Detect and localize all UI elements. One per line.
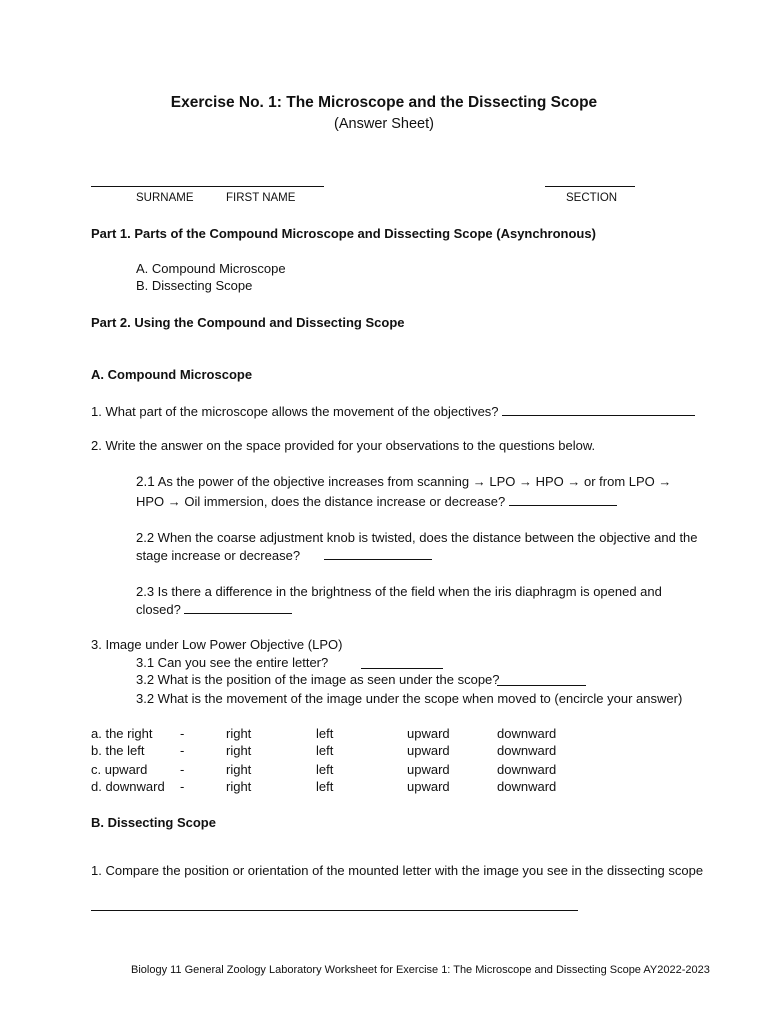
- option-left[interactable]: left: [316, 779, 334, 794]
- question-a1: [91, 403, 695, 419]
- question-a3: 3. Image under Low Power Objective (LPO): [91, 637, 343, 652]
- question-2-3-line1: 2.3 Is there a difference in the brightness of the field when the iris diaphragm is opened and: [136, 584, 662, 599]
- question-3-1-answer-line[interactable]: [361, 656, 443, 669]
- movement-row-label: b. the left: [91, 743, 145, 758]
- section-label: SECTION: [566, 192, 618, 204]
- question-3-1-text: 3.1 Can you see the entire letter?: [136, 655, 329, 670]
- question-2-1-number: 2.1: [136, 474, 155, 489]
- option-upward[interactable]: upward: [407, 726, 450, 741]
- question-2-1-line1: [136, 474, 671, 489]
- question-2-1-text2: HPO → Oil immersion, does the distance increase or decrease?: [136, 494, 506, 509]
- part1-heading: Part 1. Parts of the Compound Microscope and Dissecting Scope (Asynchronous): [91, 226, 596, 241]
- question-3-2-text: 3.2 What is the position of the image as seen under the scope?: [136, 672, 500, 687]
- part1-item-dissecting: B. Dissecting Scope: [136, 278, 253, 293]
- part2-heading: Part 2. Using the Compound and Dissecting Scope: [91, 315, 405, 330]
- movement-row-label: c. upward: [91, 762, 148, 777]
- name-answer-line[interactable]: [91, 186, 324, 187]
- surname-label: SURNAME: [136, 192, 194, 204]
- section-answer-line[interactable]: [545, 186, 635, 187]
- movement-row-dash: -: [180, 779, 185, 794]
- question-2-1-text: As the power of the objective increases from scanning → LPO → HPO → or from LPO →: [157, 474, 672, 489]
- option-downward[interactable]: downward: [497, 743, 557, 758]
- question-2-3-answer-line[interactable]: [184, 601, 292, 614]
- page-footer: Biology 11 General Zoology Laboratory Worksheet for Exercise 1: The Microscope and Dissecting Scope AY2022-2023: [131, 964, 710, 976]
- part1-item-compound: A. Compound Microscope: [136, 261, 286, 276]
- question-3-2-answer-line[interactable]: [497, 673, 586, 686]
- movement-row-label: a. the right: [91, 726, 153, 741]
- question-2-1-answer-line[interactable]: [509, 493, 617, 506]
- first-name-label: FIRST NAME: [226, 192, 296, 204]
- question-2-2-line2: [136, 547, 432, 563]
- movement-row-dash: -: [180, 743, 185, 758]
- question-a1-text: 1. What part of the microscope allows the movement of the objectives?: [91, 404, 499, 419]
- question-2-2-line1: 2.2 When the coarse adjustment knob is twisted, does the distance between the objective and the: [136, 530, 698, 545]
- option-left[interactable]: left: [316, 762, 334, 777]
- option-left[interactable]: left: [316, 743, 334, 758]
- section-a-heading: A. Compound Microscope: [91, 367, 253, 382]
- page-subtitle: (Answer Sheet): [334, 116, 434, 132]
- movement-row-dash: -: [180, 762, 185, 777]
- option-downward[interactable]: downward: [497, 779, 557, 794]
- question-3-3-text: 3.2 What is the movement of the image under the scope when moved to (encircle your answer): [136, 691, 683, 706]
- page-title: Exercise No. 1: The Microscope and the Dissecting Scope: [170, 94, 598, 111]
- option-right[interactable]: right: [226, 743, 252, 758]
- section-b-heading: B. Dissecting Scope: [91, 815, 216, 830]
- option-left[interactable]: left: [316, 726, 334, 741]
- option-downward[interactable]: downward: [497, 762, 557, 777]
- option-upward[interactable]: upward: [407, 779, 450, 794]
- option-downward[interactable]: downward: [497, 726, 557, 741]
- option-right[interactable]: right: [226, 762, 252, 777]
- option-right[interactable]: right: [226, 726, 252, 741]
- question-b1-answer-line[interactable]: [91, 910, 578, 911]
- question-2-1-line2: [136, 493, 617, 509]
- question-2-2-answer-line[interactable]: [324, 547, 432, 560]
- option-upward[interactable]: upward: [407, 743, 450, 758]
- option-upward[interactable]: upward: [407, 762, 450, 777]
- question-a1-answer-line[interactable]: [502, 403, 695, 416]
- question-2-3-line2: [136, 601, 292, 617]
- question-a2: 2. Write the answer on the space provided for your observations to the questions below.: [91, 438, 596, 453]
- question-2-3-text2: closed?: [136, 602, 181, 617]
- question-b1: 1. Compare the position or orientation of the mounted letter with the image you see in the dissecting scope: [91, 863, 704, 878]
- movement-row-dash: -: [180, 726, 185, 741]
- movement-row-label: d. downward: [91, 779, 165, 794]
- option-right[interactable]: right: [226, 779, 252, 794]
- question-2-2-text2: stage increase or decrease?: [136, 548, 301, 563]
